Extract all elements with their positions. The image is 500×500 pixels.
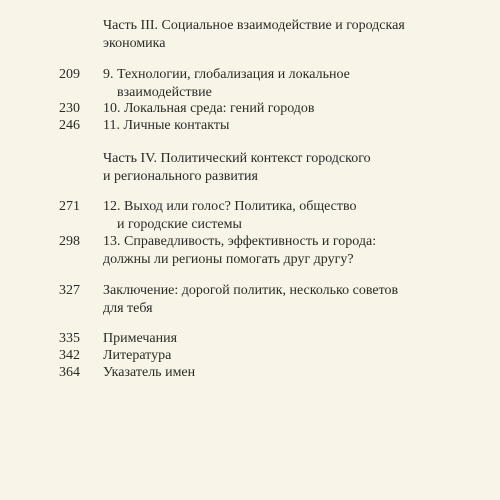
page-number: 298 bbox=[59, 234, 80, 249]
entry-title-line-2: взаимодействие bbox=[117, 85, 212, 100]
entry-title bbox=[103, 282, 403, 318]
page-number: 335 bbox=[59, 331, 80, 346]
entry-title-line-2: должны ли регионы помогать друг другу? bbox=[103, 252, 354, 267]
page-number: 246 bbox=[59, 118, 80, 133]
page-number: 230 bbox=[59, 101, 80, 116]
page-number: 209 bbox=[59, 67, 80, 82]
page-number: 271 bbox=[59, 199, 80, 214]
entry-title-line-1: 11. Личные контакты bbox=[103, 118, 230, 133]
part-3-heading-line-1: Часть III. Социальное взаимодействие и городская bbox=[103, 18, 405, 33]
entry-title-line-1: Литература bbox=[103, 348, 172, 363]
entry-title-line-1: 13. Справедливость, эффективность и города: bbox=[103, 234, 377, 249]
part-3-heading bbox=[103, 17, 423, 53]
page-number: 364 bbox=[59, 365, 80, 380]
part-3-heading-line-2: экономика bbox=[103, 36, 166, 51]
entry-title-line-2: для тебя bbox=[103, 301, 153, 316]
entry-title-line-1: Примечания bbox=[103, 331, 178, 346]
part-4-heading-line-1: Часть IV. Политический контекст городского bbox=[103, 151, 371, 166]
entry-title bbox=[103, 100, 403, 118]
entry-title-line-1: 12. Выход или голос? Политика, общество bbox=[103, 199, 357, 214]
entry-title bbox=[103, 117, 403, 135]
entry-title bbox=[103, 233, 403, 269]
page-number: 342 bbox=[59, 348, 80, 363]
entry-title-line-1: 10. Локальная среда: гений городов bbox=[103, 101, 315, 116]
entry-title-line-1: Указатель имен bbox=[103, 365, 196, 380]
entry-title-line-1: 9. Технологии, глобализация и локальное bbox=[103, 67, 350, 82]
page-number: 327 bbox=[59, 283, 80, 298]
entry-title bbox=[103, 364, 403, 382]
entry-title bbox=[103, 198, 403, 234]
part-4-heading bbox=[103, 150, 423, 186]
entry-title bbox=[103, 347, 403, 365]
entry-title bbox=[103, 330, 403, 348]
entry-title-line-1: Заключение: дорогой политик, несколько советов bbox=[103, 283, 399, 298]
part-4-heading-line-2: и регионального развития bbox=[103, 169, 258, 184]
entry-title-line-2: и городские системы bbox=[117, 217, 242, 232]
entry-title bbox=[103, 66, 403, 102]
